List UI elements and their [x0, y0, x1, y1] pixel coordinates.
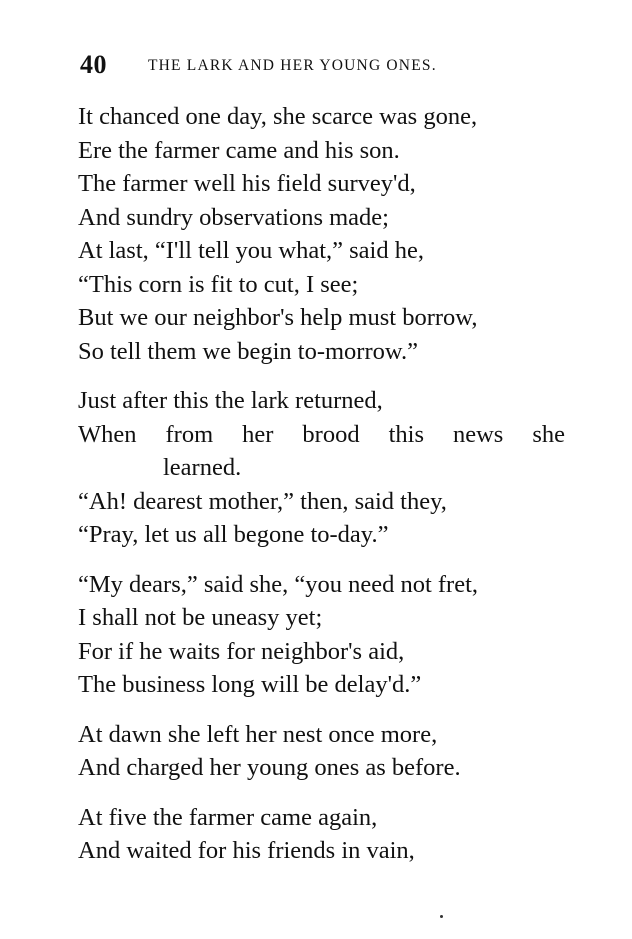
- verse-line: “This corn is fit to cut, I see;: [78, 270, 359, 298]
- page-header: [80, 50, 560, 80]
- page-number: 40: [80, 50, 107, 79]
- verse-line: At five the farmer came again,: [78, 803, 378, 831]
- verse-line: So tell them we begin to-morrow.”: [78, 337, 418, 365]
- poem-body: [78, 100, 578, 884]
- verse-line: “Pray, let us all begone to-day.”: [78, 521, 389, 548]
- stanza: [78, 384, 578, 552]
- verse-line: At last, “I'll tell you what,” said he,: [78, 237, 424, 264]
- verse-line: I shall not be uneasy yet;: [78, 604, 323, 631]
- verse-line: And charged her young ones as before.: [78, 754, 461, 781]
- verse-line: “Ah! dearest mother,” then, said they,: [78, 487, 447, 515]
- verse-line: At dawn she left her nest once more,: [78, 720, 438, 748]
- verse-line: And waited for his friends in vain,: [78, 837, 415, 864]
- stanza: [78, 100, 578, 368]
- stanza: [78, 801, 578, 868]
- stanza: [78, 568, 578, 702]
- verse-line: The farmer well his field survey'd,: [78, 170, 416, 197]
- verse-line: Ere the farmer came and his son.: [78, 136, 400, 164]
- verse-line: Just after this the lark returned,: [78, 387, 383, 414]
- verse-line: “My dears,” said she, “you need not fret,: [78, 570, 479, 598]
- verse-line: When from her brood this news she: [78, 420, 565, 448]
- stanza: [78, 718, 578, 785]
- verse-line-continuation: learned.: [163, 454, 242, 481]
- verse-line: But we our neighbor's help must borrow,: [78, 304, 478, 331]
- verse-line: It chanced one day, she scarce was gone,: [78, 103, 478, 130]
- verse-line: And sundry observations made;: [78, 203, 389, 231]
- verse-line: The business long will be delay'd.”: [78, 671, 422, 698]
- running-head: THE LARK AND HER YOUNG ONES.: [148, 57, 437, 74]
- verse-line: For if he waits for neighbor's aid,: [78, 637, 405, 665]
- print-speck: [440, 915, 443, 918]
